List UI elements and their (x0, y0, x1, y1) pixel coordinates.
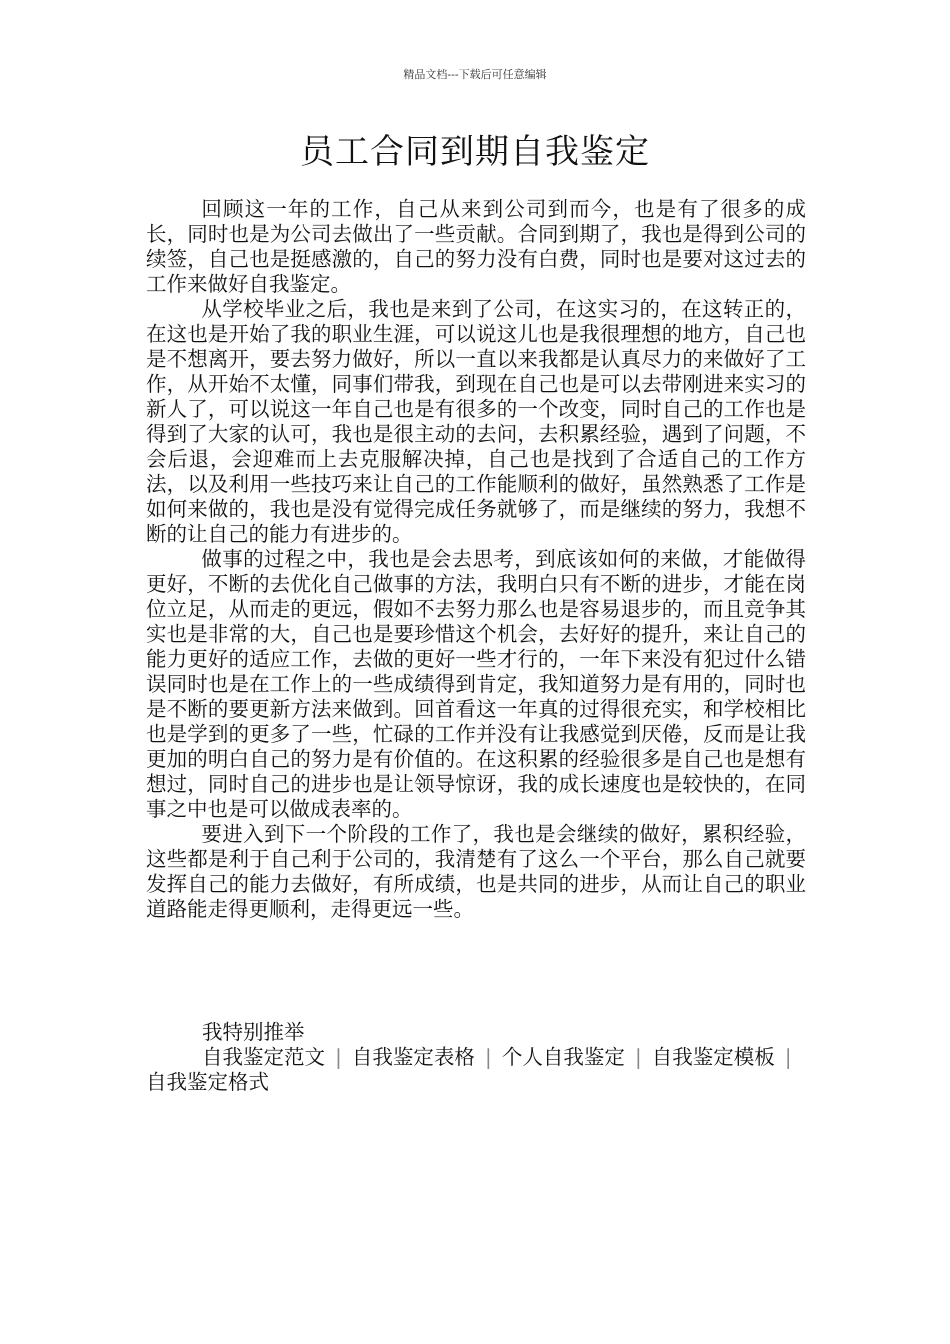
paragraph-3: 做事的过程之中，我也是会去思考，到底该如何的来做，才能做得更好，不断的去优化自己做事的方法，我明白只有不断的进步，才能在岗位立足，从而走的更远，假如不去努力那么也是容易退步的，而且竞争其实也是非常的大，自己也是要珍惜这个机会，去好好的提升，来让自己的能力更好的适应工作，去做的更好一些才行的，一年下来没有犯过什么错误同时也是在工作上的一些成绩得到肯定，我知道努力是有用的，同时也是不断的要更新方法来做到。回首看这一年真的过得很充实，和学校相比也是学到的更多了一些，忙碌的工作并没有让我感觉到厌倦，反而是让我更加的明白自己的努力是有价值的。在这积累的经验很多是自己也是想有想过，同时自己的进步也是让领导惊讶，我的成长速度也是较快的，在同事之中也是可以做成表率的。 (146, 547, 806, 821)
recommend-link-format[interactable]: 自我鉴定格式 (146, 1070, 269, 1094)
recommend-link-personal[interactable]: 个人自我鉴定 (501, 1045, 625, 1069)
recommend-link-sample[interactable]: 自我鉴定范文 (202, 1045, 325, 1069)
recommend-link-form[interactable]: 自我鉴定表格 (351, 1045, 475, 1069)
recommend-links (146, 1045, 811, 1095)
link-separator: | (335, 1045, 342, 1069)
recommend-link-template[interactable]: 自我鉴定模板 (651, 1045, 775, 1069)
link-separator: | (784, 1045, 792, 1069)
document-title: 员工合同到期自我鉴定 (300, 132, 650, 172)
paragraph-1: 回顾这一年的工作，自己从来到公司到而今，也是有了很多的成长，同时也是为公司去做出了一些贡献。合同到期了，我也是得到公司的续签，自己也是挺感激的，自己的努力没有白费，同时也是要对这过去的工作来做好自我鉴定。 (146, 197, 806, 296)
header-note: 精品文档---下载后可任意编辑 (403, 68, 547, 81)
link-separator: | (484, 1045, 492, 1069)
document-body (146, 197, 806, 922)
link-separator: | (634, 1045, 642, 1069)
paragraph-4: 要进入到下一个阶段的工作了，我也是会继续的做好，累积经验，这些都是利于自己利于公司的，我清楚有了这么一个平台，那么自己就要发挥自己的能力去做好，有所成绩，也是共同的进步，从而让自己的职业道路能走得更顺利，走得更远一些。 (146, 822, 806, 921)
paragraph-2: 从学校毕业之后，我也是来到了公司，在这实习的，在这转正的，在这也是开始了我的职业生涯，可以说这儿也是我很理想的地方，自己也是不想离开，要去努力做好，所以一直以来我都是认真尽力的来做好了工作，从开始不太懂，同事们带我，到现在自己也是可以去带刚进来实习的新人了，可以说这一年自己也是有很多的一个改变，同时自己的工作也是得到了大家的认可，我也是很主动的去问，去积累经验，遇到了问题，不会后退，会迎难而上去克服解决掉，自己也是找到了合适自己的工作方法，以及利用一些技巧来让自己的工作能顺利的做好，虽然熟悉了工作是如何来做的，我也是没有觉得完成任务就够了，而是继续的努力，我想不断的让自己的能力有进步的。 (146, 297, 806, 546)
recommend-title: 我特别推举 (202, 1020, 305, 1044)
recommend-section (146, 1020, 811, 1095)
